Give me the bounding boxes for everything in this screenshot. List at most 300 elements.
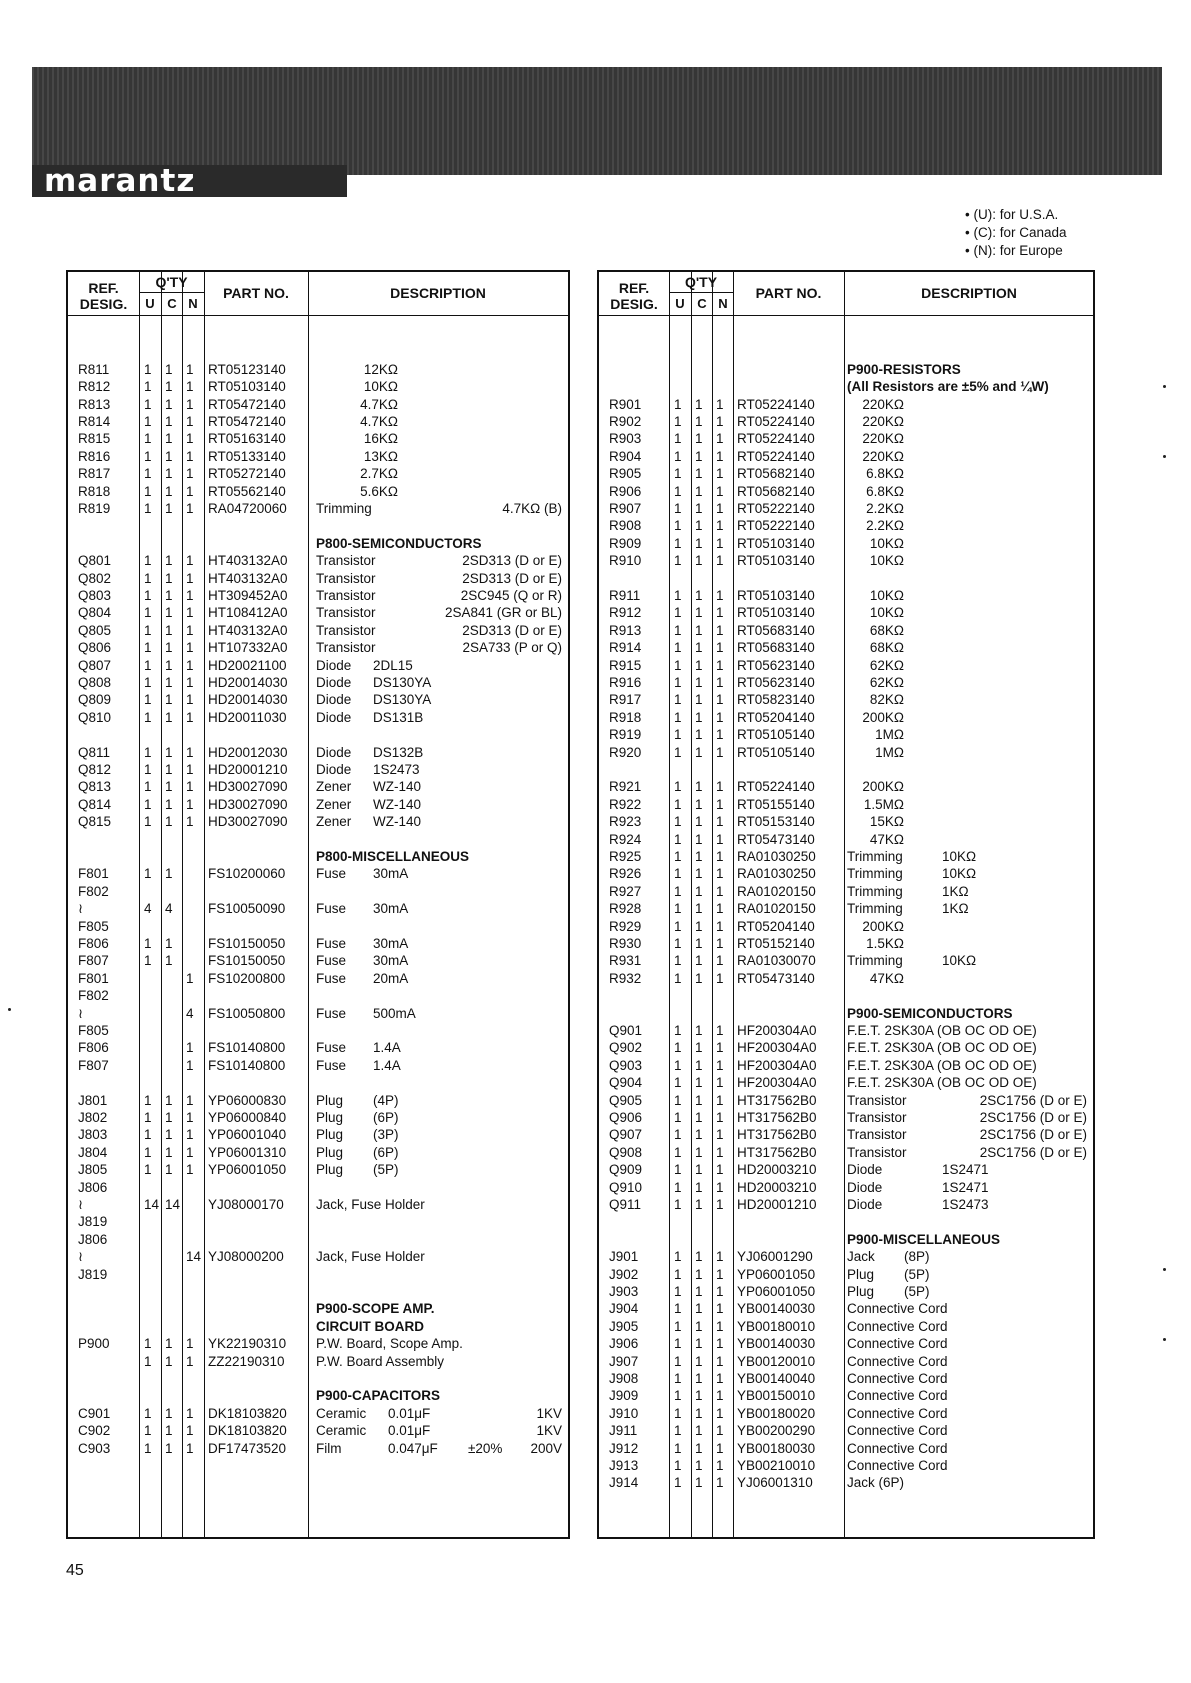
cell-d1: Diode: [316, 709, 352, 725]
cell-part: HD20014030: [208, 692, 288, 708]
cell-part: YB00200290: [737, 1423, 816, 1439]
cell-ref: R931: [609, 953, 642, 969]
cell-d1: Trimming: [847, 953, 903, 969]
cell-part: DK18103820: [208, 1405, 287, 1421]
table-row: [599, 1405, 1093, 1422]
cell-part: RT05473140: [737, 970, 815, 986]
cell-c: 1: [695, 970, 703, 986]
cell-ref: R814: [78, 414, 111, 429]
cell-ref: Q802: [78, 570, 112, 586]
qty-n-header: N: [718, 296, 728, 311]
cell-ref: Q906: [609, 1110, 643, 1125]
cell-n: 1: [186, 361, 194, 377]
cell-u: 1: [144, 709, 152, 725]
cell-d3: DS130YA: [373, 692, 432, 708]
cell-ref: J906: [609, 1336, 639, 1352]
cell-u: 1: [144, 1405, 152, 1421]
table-row: [68, 1335, 568, 1352]
table-row: [599, 1039, 1093, 1056]
qty-u-header: U: [675, 296, 685, 311]
cell-val: 10KΩ: [869, 605, 904, 621]
table-row: [599, 1387, 1093, 1404]
cell-n: 14: [186, 1249, 202, 1265]
cell-c: 1: [695, 588, 703, 603]
cell-d1: F.E.T. 2SK30A (OB OC OD OE): [847, 1040, 1037, 1056]
region-legend: [965, 206, 1067, 260]
cell-ref: ≀: [78, 1249, 84, 1265]
cell-part: RT05682140: [737, 483, 815, 499]
cell-sec: P900-SCOPE AMP.: [316, 1301, 435, 1317]
cell-d4: 0.01μF: [388, 1405, 431, 1421]
table-row: [599, 1300, 1093, 1317]
cell-n: 1: [186, 431, 194, 447]
cell-u: 1: [144, 1110, 152, 1125]
cell-d1: Jack (6P): [847, 1475, 905, 1491]
cell-u: 1: [674, 1162, 682, 1178]
table-row: [68, 465, 568, 482]
cell-u: 1: [144, 466, 152, 482]
cell-part: RT05105140: [737, 744, 815, 760]
table-row: [68, 883, 568, 900]
cell-part: RT05623140: [737, 657, 815, 673]
cell-n: 1: [716, 831, 724, 847]
cell-part: RT05103140: [737, 605, 815, 621]
cell-d3: 30mA: [373, 936, 409, 951]
cell-part: RT05224140: [737, 448, 815, 464]
table-row: [68, 1405, 568, 1422]
cell-d3: 30mA: [373, 953, 409, 969]
table-row: [599, 1335, 1093, 1352]
cell-ref: ≀: [78, 1005, 84, 1021]
cell-n: 1: [716, 1336, 724, 1352]
cell-c: 1: [165, 796, 173, 812]
cell-c: 14: [165, 1197, 181, 1212]
cell-u: 1: [144, 1440, 152, 1456]
cell-part: RT05472140: [208, 414, 286, 429]
cell-d1: Trimming: [847, 849, 903, 864]
cell-part: HT403132A0: [208, 570, 288, 586]
cell-u: 1: [674, 1249, 682, 1265]
cell-u: 1: [674, 622, 682, 638]
cell-val: 62KΩ: [869, 675, 904, 690]
cell-n: 1: [716, 727, 724, 743]
cell-n: 1: [186, 466, 194, 482]
cell-d7: 1KΩ: [942, 883, 969, 899]
cell-part: HD20011030: [208, 709, 287, 725]
table-row: [599, 500, 1093, 517]
cell-c: 1: [695, 779, 703, 795]
cell-d3: 500mA: [373, 1005, 416, 1021]
cell-ref: C901: [78, 1405, 111, 1421]
cell-d1: Connective Cord: [847, 1388, 948, 1404]
cell-c: 1: [695, 1284, 703, 1299]
table-row: [68, 1266, 568, 1283]
cell-d3: (8P): [904, 1249, 930, 1265]
cell-c: 1: [695, 1318, 703, 1334]
cell-u: 1: [144, 1336, 152, 1352]
cell-u: 1: [144, 501, 152, 516]
cell-part: HD30027090: [208, 796, 288, 812]
cell-sec: P800-SEMICONDUCTORS: [316, 535, 482, 551]
cell-n: 1: [186, 796, 194, 812]
cell-n: 1: [716, 918, 724, 934]
cell-val: 82KΩ: [869, 692, 904, 708]
cell-ref: F807: [78, 953, 109, 969]
qty-c-header: C: [167, 296, 177, 311]
cell-val: 10KΩ: [363, 379, 398, 395]
cell-part: HT317562B0: [737, 1127, 817, 1143]
cell-c: 1: [165, 1423, 173, 1439]
cell-u: 1: [674, 918, 682, 934]
table-row: [599, 1440, 1093, 1457]
cell-d2: 2SC1756 (D or E): [979, 1092, 1087, 1108]
cell-part: RT05152140: [737, 936, 815, 951]
cell-ref: R901: [609, 396, 642, 412]
cell-ref: F801: [78, 970, 109, 986]
cell-d3: (6P): [373, 1110, 399, 1125]
cell-ref: R906: [609, 483, 642, 499]
table-row: [599, 970, 1093, 987]
cell-d3: 2DL15: [373, 657, 413, 673]
table-row: [68, 1440, 568, 1457]
cell-u: 1: [674, 431, 682, 447]
cell-d1: F.E.T. 2SK30A (OB OC OD OE): [847, 1057, 1037, 1073]
cell-u: 1: [674, 779, 682, 795]
cell-d1: Plug: [316, 1110, 344, 1125]
cell-ref: R818: [78, 483, 111, 499]
table-row: [68, 361, 568, 378]
table-row: [68, 987, 568, 1004]
table-row: [599, 883, 1093, 900]
cell-val: 6.8KΩ: [866, 483, 904, 499]
table-row: [68, 778, 568, 795]
cell-d1: Connective Cord: [847, 1318, 948, 1334]
cell-u: 1: [674, 1197, 682, 1212]
cell-n: 1: [716, 1249, 724, 1265]
table-row: [68, 552, 568, 569]
cell-u: 1: [144, 553, 152, 569]
cell-c: 1: [695, 1144, 703, 1160]
cell-d2: 2SD313 (D or E): [462, 570, 562, 586]
cell-u: 1: [674, 1405, 682, 1421]
cell-c: 1: [165, 953, 173, 969]
table-row: [599, 813, 1093, 830]
cell-u: 1: [674, 727, 682, 743]
cell-part: YJ06001310: [737, 1475, 813, 1491]
cell-ref: F805: [78, 1023, 109, 1038]
cell-c: 1: [165, 1162, 173, 1178]
cell-d3: 1S2473: [373, 762, 420, 777]
cell-d2: 4.7KΩ (B): [502, 501, 562, 516]
cell-c: 1: [165, 570, 173, 586]
cell-n: 1: [186, 762, 194, 777]
cell-n: 1: [716, 501, 724, 516]
cell-c: 1: [695, 1353, 703, 1369]
cell-d1: Film: [316, 1440, 342, 1456]
cell-u: 1: [144, 1127, 152, 1143]
cell-u: 4: [144, 901, 152, 917]
cell-u: 1: [674, 953, 682, 969]
cell-u: 1: [674, 1127, 682, 1143]
cell-ref: F806: [78, 1040, 109, 1056]
cell-ref: R927: [609, 883, 642, 899]
cell-c: 1: [165, 1110, 173, 1125]
cell-u: 1: [674, 640, 682, 656]
cell-ref: J901: [609, 1249, 639, 1265]
cell-ref: J912: [609, 1440, 639, 1456]
table-row: [599, 744, 1093, 761]
brand-logo: marantz: [32, 165, 347, 197]
cell-n: 1: [716, 1162, 724, 1178]
cell-ref: Q806: [78, 640, 112, 656]
cell-ref: J904: [609, 1301, 639, 1317]
cell-c: 1: [695, 1336, 703, 1352]
cell-n: 1: [716, 796, 724, 812]
cell-u: 1: [144, 953, 152, 969]
table-row: [68, 1109, 568, 1126]
cell-c: 1: [165, 361, 173, 377]
table-row: [68, 744, 568, 761]
cell-d1: Trimming: [847, 901, 903, 917]
cell-u: 1: [144, 605, 152, 621]
cell-u: 1: [674, 518, 682, 534]
table-row: [68, 1144, 568, 1161]
cell-ref: Q803: [78, 588, 112, 603]
cell-c: 1: [165, 588, 173, 603]
cell-part: RT05224140: [737, 414, 815, 429]
cell-c: 1: [695, 396, 703, 412]
cell-n: 1: [186, 379, 194, 395]
cell-ref: J806: [78, 1231, 108, 1247]
cell-u: 1: [144, 814, 152, 830]
cell-n: 1: [716, 849, 724, 864]
table-row: [599, 1283, 1093, 1300]
cell-n: 1: [716, 692, 724, 708]
cell-part: RT05163140: [208, 431, 286, 447]
cell-u: 1: [144, 936, 152, 951]
cell-d2: 2SC1756 (D or E): [979, 1144, 1087, 1160]
cell-u: 1: [674, 535, 682, 551]
cell-u: 1: [674, 970, 682, 986]
cell-val: 220KΩ: [862, 396, 904, 412]
table-row: [599, 691, 1093, 708]
section-heading: [68, 1318, 568, 1335]
cell-val: 200KΩ: [862, 779, 904, 795]
cell-ref: C902: [78, 1423, 111, 1439]
cell-ref: R902: [609, 414, 642, 429]
section-heading: [68, 535, 568, 552]
cell-part: FS10050090: [208, 901, 286, 917]
cell-n: 1: [716, 1371, 724, 1386]
cell-part: YB00140030: [737, 1301, 816, 1317]
cell-d3: (5P): [904, 1284, 930, 1299]
cell-n: 1: [716, 866, 724, 882]
cell-part: FS10200060: [208, 866, 286, 882]
cell-d1: Diode: [316, 762, 352, 777]
cell-ref: F807: [78, 1057, 109, 1073]
cell-ref: R817: [78, 466, 111, 482]
cell-part: RA01020150: [737, 883, 816, 899]
cell-n: 1: [186, 1405, 194, 1421]
cell-n: 1: [186, 1440, 194, 1456]
cell-ref: Q815: [78, 814, 112, 830]
cell-ref: R930: [609, 936, 642, 951]
cell-ref: J911: [609, 1423, 638, 1439]
cell-n: 1: [186, 1057, 194, 1073]
cell-c: 1: [695, 535, 703, 551]
table-row: [68, 1231, 568, 1248]
cell-c: 1: [165, 553, 173, 569]
cell-val: 200KΩ: [862, 709, 904, 725]
table-row: [68, 1057, 568, 1074]
cell-c: 1: [165, 1127, 173, 1143]
table-row: [68, 813, 568, 830]
cell-ref: Q903: [609, 1057, 643, 1073]
cell-val: 220KΩ: [862, 431, 904, 447]
cell-c: 1: [165, 414, 173, 429]
cell-c: 1: [695, 901, 703, 917]
cell-d2: 2SA733 (P or Q): [462, 640, 562, 656]
cell-d7: 1S2471: [942, 1162, 989, 1178]
cell-d3: (5P): [904, 1266, 930, 1282]
cell-val: 10KΩ: [869, 588, 904, 603]
table-row: [68, 1039, 568, 1056]
cell-c: 1: [695, 518, 703, 534]
cell-d1: Connective Cord: [847, 1458, 948, 1473]
cell-ref: F802: [78, 988, 109, 1004]
cell-part: HD20014030: [208, 675, 288, 690]
table-row: [599, 1022, 1093, 1039]
cell-part: HT403132A0: [208, 622, 288, 638]
cell-part: HD30027090: [208, 779, 288, 795]
cell-d3: 20mA: [373, 970, 409, 986]
cell-c: 1: [695, 466, 703, 482]
cell-ref: R924: [609, 831, 642, 847]
cell-d1: Jack, Fuse Holder: [316, 1197, 425, 1212]
cell-part: RA01030250: [737, 849, 816, 864]
cell-part: YJ08000170: [208, 1197, 284, 1212]
cell-n: 1: [716, 1092, 724, 1108]
cell-d1: Fuse: [316, 953, 347, 969]
cell-u: 1: [674, 1057, 682, 1073]
cell-d2: 2SC945 (Q or R): [460, 588, 562, 603]
cell-u: 1: [674, 849, 682, 864]
ref-desig-header: REF. DESIG.: [610, 280, 658, 312]
section-heading: [599, 378, 1093, 395]
cell-c: 1: [695, 640, 703, 656]
cell-n: 1: [716, 1197, 724, 1212]
cell-ref: R921: [609, 779, 642, 795]
cell-c: 1: [695, 605, 703, 621]
cell-n: 1: [716, 675, 724, 690]
cell-part: DK18103820: [208, 1423, 287, 1439]
cell-d6: 200V: [530, 1440, 562, 1456]
cell-d1: P.W. Board, Scope Amp.: [316, 1336, 463, 1352]
cell-val: 5.6KΩ: [360, 483, 398, 499]
cell-sec: P900-CAPACITORS: [316, 1388, 441, 1404]
table-row: [599, 1126, 1093, 1143]
cell-c: 1: [695, 1266, 703, 1282]
table-row: [68, 761, 568, 778]
cell-c: 1: [695, 918, 703, 934]
cell-ref: ≀: [78, 901, 84, 917]
cell-u: 1: [674, 901, 682, 917]
cell-d7: 1S2473: [942, 1197, 989, 1212]
cell-part: YP06001310: [208, 1144, 287, 1160]
table-row: [68, 1353, 568, 1370]
cell-ref: J806: [78, 1179, 108, 1195]
cell-u: 1: [144, 1353, 152, 1369]
cell-d3: 30mA: [373, 866, 409, 882]
cell-part: RT05133140: [208, 448, 286, 464]
cell-val: 6.8KΩ: [866, 466, 904, 482]
cell-sec: (All Resistors are ±5% and ¼W): [847, 379, 1049, 395]
cell-c: 1: [695, 657, 703, 673]
cell-n: 1: [716, 1353, 724, 1369]
cell-d1: Transistor: [847, 1092, 907, 1108]
cell-n: 1: [716, 605, 724, 621]
cell-c: 1: [695, 1371, 703, 1386]
cell-u: 1: [144, 1162, 152, 1178]
cell-part: HT317562B0: [737, 1110, 817, 1125]
cell-d6: 1KV: [536, 1423, 562, 1439]
qty-c-header: C: [697, 296, 707, 311]
cell-d2: 2SD313 (D or E): [462, 622, 562, 638]
cell-d5: ±20%: [468, 1440, 503, 1456]
cell-ref: R903: [609, 431, 642, 447]
cell-u: 1: [144, 379, 152, 395]
cell-n: 1: [716, 936, 724, 951]
cell-n: 1: [716, 779, 724, 795]
cell-sec: P800-MISCELLANEOUS: [316, 849, 470, 864]
cell-ref: Q807: [78, 657, 112, 673]
cell-ref: J803: [78, 1127, 108, 1143]
cell-ref: R812: [78, 379, 111, 395]
cell-u: 1: [674, 831, 682, 847]
cell-c: 1: [695, 622, 703, 638]
cell-part: YP06000840: [208, 1110, 287, 1125]
cell-d3: DS131B: [373, 709, 424, 725]
cell-ref: Q812: [78, 762, 112, 777]
cell-ref: Q814: [78, 796, 112, 812]
cell-ref: J903: [609, 1284, 639, 1299]
cell-ref: R917: [609, 692, 642, 708]
table-row: [68, 900, 568, 917]
cell-part: RT05204140: [737, 918, 815, 934]
table-row: [68, 483, 568, 500]
cell-n: 1: [186, 814, 194, 830]
cell-d1: Diode: [847, 1162, 883, 1178]
cell-n: 1: [186, 1423, 194, 1439]
cell-n: 1: [186, 1353, 194, 1369]
cell-ref: F806: [78, 936, 109, 951]
table-row: [599, 796, 1093, 813]
cell-val: 68KΩ: [869, 622, 904, 638]
cell-n: 1: [716, 1075, 724, 1091]
cell-part: RT05224140: [737, 779, 815, 795]
cell-n: 1: [186, 970, 194, 986]
cell-d1: Transistor: [316, 605, 376, 621]
cell-u: 1: [674, 709, 682, 725]
table-row: [68, 657, 568, 674]
cell-n: 1: [716, 1388, 724, 1404]
cell-val: 4.7KΩ: [360, 414, 398, 429]
cell-c: 1: [695, 744, 703, 760]
cell-val: 2.2KΩ: [866, 501, 904, 516]
cell-u: 1: [144, 361, 152, 377]
cell-u: 1: [144, 483, 152, 499]
cell-d1: Ceramic: [316, 1423, 367, 1439]
